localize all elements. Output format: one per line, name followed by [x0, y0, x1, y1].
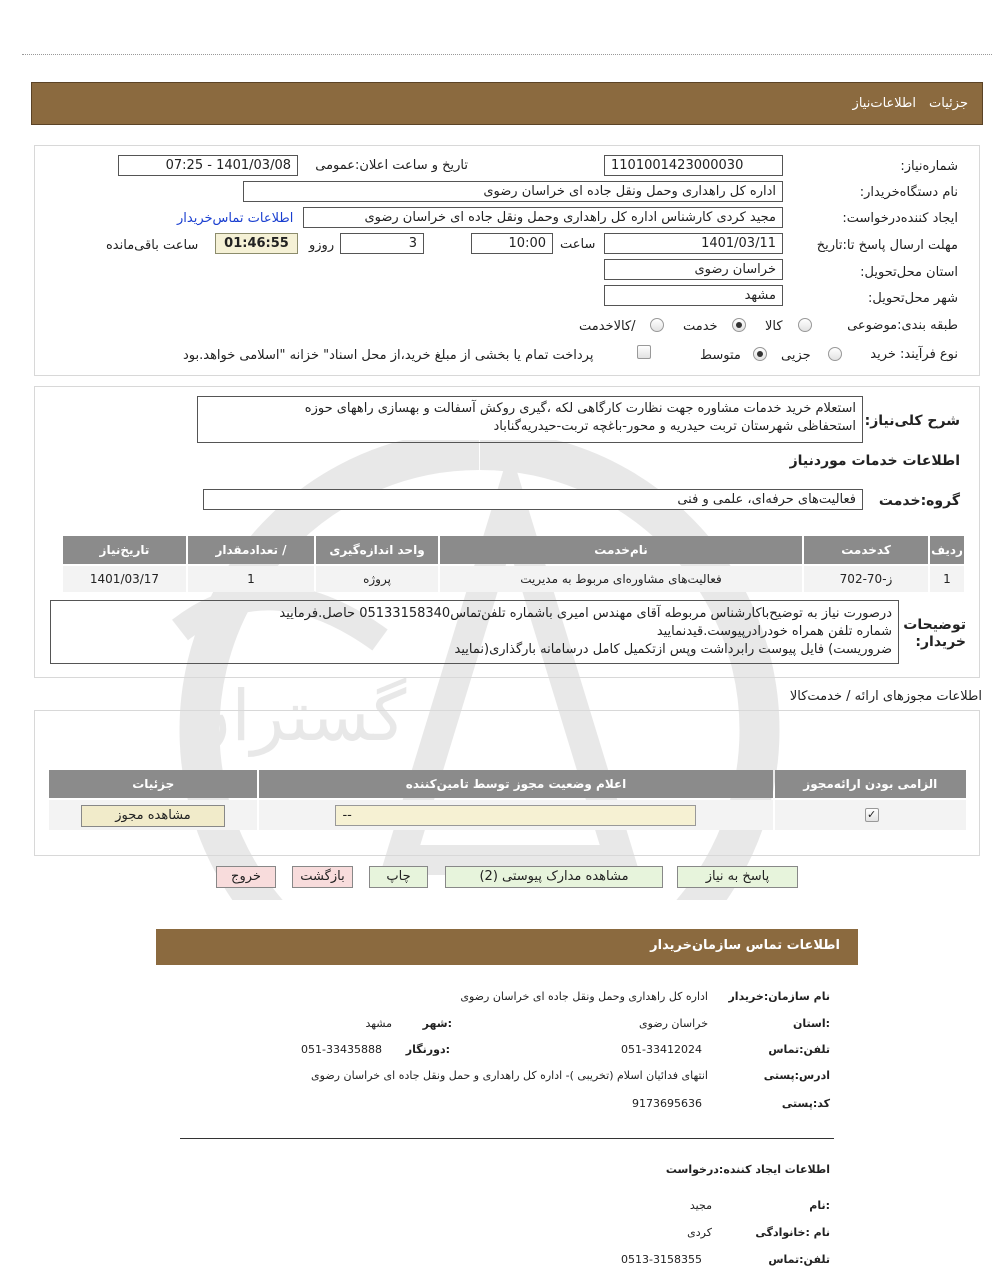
col-unit: واحد اندازه‌گیری: [316, 536, 438, 564]
contact-postal-value: 9173695636: [632, 1097, 702, 1110]
exit-button[interactable]: خروج: [216, 866, 276, 888]
header-bar: [31, 82, 983, 125]
contact-city-value: مشهد: [365, 1017, 392, 1030]
contact-address-label: ادرس:پستی: [763, 1069, 830, 1082]
service-group-label: گروه:خدمت: [878, 493, 960, 509]
cell-permit-details: [49, 800, 257, 830]
process-medium-label: متوسط: [700, 348, 741, 363]
buyer-notes-line-3: ضروریست) فایل پیوست رابرداشت وپس ازتکمیل کامل درسامانه بارگذاری(نمایید: [454, 642, 892, 657]
announce-field: 1401/03/08 - 07:25: [118, 155, 298, 176]
col-need-date: تاریخ‌نیاز: [63, 536, 186, 564]
process-label: نوع فرآیند: خرید: [870, 347, 958, 362]
svg-text:گستران: گستران: [180, 675, 407, 757]
contact-divider: [180, 1138, 834, 1139]
print-button[interactable]: چاپ: [369, 866, 428, 888]
treasury-payment-label: پرداخت تمام یا بخشی از مبلغ خرید،از محل اسناد" خزانه "اسلامی خواهد.بود: [183, 348, 594, 363]
days-label: روزو: [309, 238, 335, 253]
col-permit-status: اعلام وضعیت مجوز توسط تامین‌کننده: [259, 770, 772, 798]
deadline-time-field: 10:00: [471, 233, 553, 254]
table-row: [63, 566, 964, 592]
cell-row: 1: [930, 566, 964, 592]
announce-label: تاریخ و ساعت اعلان:عمومی: [315, 158, 468, 173]
col-service-name: نام‌خدمت: [440, 536, 802, 564]
process-minor-radio[interactable]: [828, 347, 842, 361]
contact-phone-value: 051-33412024: [621, 1043, 702, 1056]
cell-service-name: فعالیت‌های مشاوره‌ای مربوط به مدیریت: [440, 566, 802, 592]
category-service-label: خدمت: [683, 319, 718, 334]
contact-province-value: خراسان رضوی: [638, 1017, 708, 1030]
summary-line-1: استعلام خرید خدمات مشاوره جهت نظارت کارگاهی لکه ،گیری روکش آسفالت و بهسازی راههای حوزه: [304, 401, 856, 416]
buyer-notes-line-1: درصورت نیاز به توضیح‌باکارشناس مربوطه آقای مهندس امیری باشماره تلفن‌تماس05133158340 حاصل.فرمایید: [279, 606, 892, 621]
cell-unit: پروژه: [316, 566, 438, 592]
summary-label: شرح کلی‌نیاز:: [864, 413, 960, 429]
buyer-notes-line-2: شماره تلفن همراه خودرادرپیوست.قیدنمایید: [656, 624, 892, 639]
view-documents-button[interactable]: مشاهده مدارک پیوستی (2): [445, 866, 663, 888]
creator-info-title: اطلاعات ایجاد کننده:درخواست: [665, 1163, 830, 1176]
buyer-contact-link[interactable]: اطلاعات تماس‌خریدار: [177, 211, 294, 226]
services-title: اطلاعات خدمات موردنیاز: [789, 453, 960, 469]
process-minor-label: جزیی: [781, 348, 811, 363]
col-row: ردیف: [930, 536, 964, 564]
services-table-header: [63, 536, 964, 564]
province-field: خراسان رضوی: [604, 259, 783, 280]
deadline-date-field: 1401/03/11: [604, 233, 783, 254]
creator-field: مجید کردی کارشناس اداره کل راهداری وحمل ونقل جاده ای خراسان رضوی: [303, 207, 783, 228]
view-permit-button[interactable]: مشاهده مجوز: [81, 805, 225, 827]
process-medium-radio[interactable]: [753, 347, 767, 361]
reply-button[interactable]: پاسخ به نیاز: [677, 866, 798, 888]
buyer-notes-box: [50, 600, 899, 664]
service-group-field: فعالیت‌های حرفه‌ای، علمی و فنی: [203, 489, 863, 510]
col-quantity: / تعدادمقدار: [188, 536, 314, 564]
permits-title: اطلاعات مجوزهای ارائه / خدمت‌کالا: [789, 689, 982, 704]
summary-box: [197, 396, 863, 443]
permits-table-header: [49, 770, 966, 798]
permit-required-checkbox[interactable]: ✓: [865, 808, 879, 822]
deadline-time-label: ساعت: [560, 237, 596, 252]
cell-permit-required: [775, 800, 966, 830]
city-label: شهر محل‌تحویل:: [868, 291, 958, 306]
buyer-notes-label: توضیحات خریدار:: [903, 617, 966, 650]
permits-table: [47, 768, 968, 832]
remaining-time-field: 01:46:55: [215, 233, 298, 254]
contact-province-label: :استان: [793, 1017, 830, 1030]
deadline-label: مهلت ارسال پاسخ تا:تاریخ: [816, 238, 958, 253]
contact-postal-label: کد:پستی: [781, 1097, 830, 1110]
category-service-radio[interactable]: [732, 318, 746, 332]
org-value: اداره کل راهداری وحمل ونقل جاده ای خراسان رضوی: [460, 990, 708, 1003]
buyer-field: اداره کل راهداری وحمل ونقل جاده ای خراسان رضوی: [243, 181, 783, 202]
services-table: [61, 534, 966, 594]
treasury-payment-checkbox[interactable]: [637, 345, 651, 359]
creator-phone-label: تلفن:تماس: [768, 1253, 830, 1266]
cell-quantity: 1: [188, 566, 314, 592]
contact-city-label: :شهر: [422, 1017, 452, 1030]
contact-fax-label: :دورنگار: [405, 1043, 450, 1056]
category-goods-service-radio[interactable]: [650, 318, 664, 332]
contact-header-bar: [156, 929, 858, 965]
buyer-label: نام دستگاه‌خریدار:: [859, 185, 958, 200]
city-field: مشهد: [604, 285, 783, 306]
contact-fax-value: 051-33435888: [301, 1043, 382, 1056]
need-number-label: شماره‌نیاز:: [900, 159, 958, 174]
creator-family-label: نام :خانوادگی: [755, 1226, 830, 1239]
table-row: [49, 800, 966, 830]
creator-phone-value: 0513-3158355: [621, 1253, 702, 1266]
org-label: نام سازمان:خریدار: [728, 990, 830, 1003]
tab-details[interactable]: جزئیات: [929, 96, 968, 111]
contact-phone-label: تلفن:تماس: [768, 1043, 830, 1056]
contact-bar-title: اطلاعات تماس سازمان‌خریدار: [650, 938, 840, 953]
cell-permit-status: [259, 800, 772, 830]
back-button[interactable]: بازگشت: [292, 866, 353, 888]
col-permit-details: جزئیات: [49, 770, 257, 798]
creator-family-value: کردی: [687, 1226, 712, 1239]
need-number-field: 1101001423000030: [604, 155, 783, 176]
creator-name-label: :نام: [809, 1199, 830, 1212]
col-service-code: کدخدمت: [804, 536, 928, 564]
cell-need-date: 1401/03/17: [63, 566, 186, 592]
category-goods-service-label: /کالاخدمت: [579, 319, 636, 334]
province-label: استان محل‌تحویل:: [860, 265, 958, 280]
creator-name-value: مجید: [689, 1199, 712, 1212]
need-info-panel: [34, 145, 980, 376]
top-dotted-divider: [22, 54, 992, 55]
summary-line-2: استحفاظی شهرستان تربت حیدریه و محور-باغچه تربت-حیدریه‌گناباد: [493, 419, 856, 434]
category-goods-radio[interactable]: [798, 318, 812, 332]
category-goods-label: کالا: [765, 319, 783, 334]
contact-address-value: انتهای فدائیان اسلام (تخریبی )- اداره کل راهداری و حمل ونقل جاده ای خراسان رضوی: [311, 1069, 708, 1082]
permit-status-field: --: [335, 805, 696, 826]
days-field: 3: [340, 233, 424, 254]
remaining-label: ساعت باقی‌مانده: [106, 238, 199, 253]
tab-need-info[interactable]: اطلاعات‌نیاز: [852, 96, 916, 111]
creator-label: ایجاد کننده‌درخواست:: [842, 211, 958, 226]
category-label: طبقه بندی:موضوعی: [847, 318, 958, 333]
col-permit-required: الزامی بودن ارائه‌مجوز: [775, 770, 966, 798]
cell-service-code: ز-70-702: [804, 566, 928, 592]
